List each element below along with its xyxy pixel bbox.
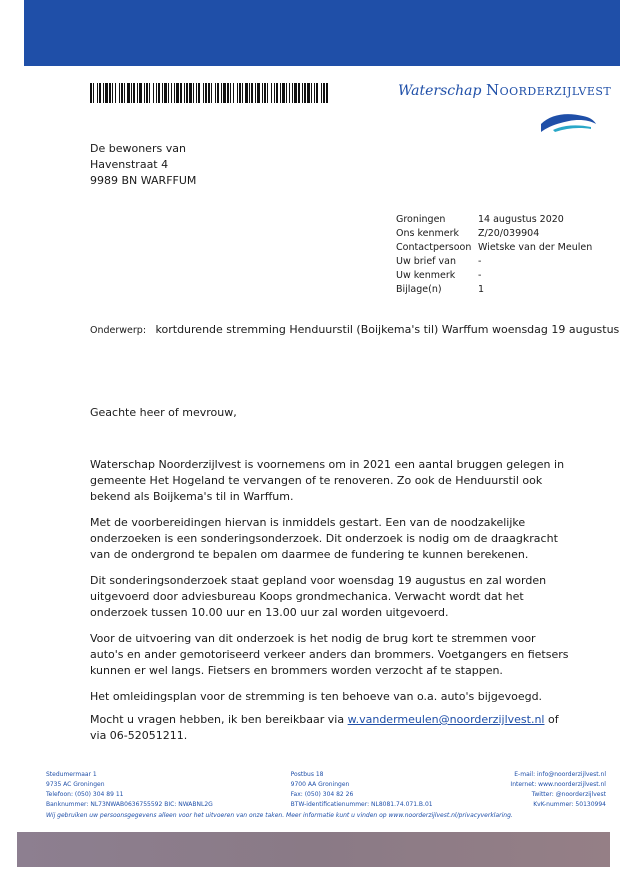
- barcode-bar: [205, 83, 207, 103]
- barcode-bar: [230, 83, 231, 103]
- barcode-bar: [215, 83, 216, 103]
- meta-value: -: [478, 270, 482, 281]
- barcode-bar: [109, 83, 111, 103]
- footer-line: Stedumermaar 1: [46, 771, 97, 778]
- barcode-bar: [119, 83, 120, 103]
- barcode-bar: [280, 83, 281, 103]
- barcode-bar: [139, 83, 142, 103]
- barcode-bar: [274, 83, 275, 103]
- footer-line: E-mail: info@noorderzijlvest.nl: [514, 771, 606, 778]
- meta-row-contactpersoon: [396, 241, 592, 255]
- barcode-bar: [221, 83, 222, 103]
- barcode-bar: [186, 83, 188, 103]
- body-paragraph: Met de voorbereidingen hiervan is inmiddels gestart. Een van de noodzakelijke onderzoeken is een sonderingsonderzoek. Dit onderzoek is nodig om de draagkracht van de ondergrond te bepalen om daarmee de fundering te kunnen berekenen.: [90, 516, 558, 561]
- footer-line: 9735 AC Groningen: [46, 781, 105, 788]
- body-paragraph: Het omleidingsplan voor de stremming is ten behoeve van o.a. auto's bijgevoegd.: [90, 690, 543, 703]
- meta-value: Z/20/039904: [478, 228, 540, 239]
- meta-label: Groningen: [396, 214, 446, 225]
- barcode-bar: [121, 83, 123, 103]
- barcode-bar: [193, 83, 194, 103]
- barcode-bar: [184, 83, 185, 103]
- barcode-bar: [93, 83, 94, 103]
- barcode-bar: [294, 83, 297, 103]
- body-paragraph: Dit sonderingsonderzoek staat gepland voor woensdag 19 augustus en zal worden uitgevoerd door adviesbureau Koops grondmechanica. Verwacht wordt dat het onderzoek tussen 10.00 uur en 13.00 uur zal worden uitgevoerd.: [90, 574, 547, 619]
- barcode-bar: [168, 83, 169, 103]
- barcode-bar: [282, 83, 285, 103]
- barcode-bar: [245, 83, 248, 103]
- meta-row-uw-brief: [396, 255, 592, 269]
- barcode-bar: [156, 83, 157, 103]
- barcode-bar: [144, 83, 145, 103]
- barcode-bar: [323, 83, 325, 103]
- barcode-bar: [103, 83, 104, 103]
- barcode-bar: [217, 83, 219, 103]
- contact-email-link[interactable]: w.vandermeulen@noorderzijlvest.nl: [347, 713, 545, 726]
- barcode-bar: [171, 83, 172, 103]
- meta-row-uw-kenmerk: [396, 269, 592, 283]
- barcode-bar: [298, 83, 300, 103]
- barcode-bar: [242, 83, 243, 103]
- barcode-bar: [255, 83, 256, 103]
- brand-name: [398, 81, 611, 99]
- header-color-band: [24, 0, 620, 66]
- footer-address-column: [46, 770, 213, 810]
- barcode-bar: [304, 83, 306, 103]
- barcode-bar: [196, 83, 197, 103]
- barcode-bar: [174, 83, 175, 103]
- recipient-line: Havenstraat 4: [90, 158, 169, 171]
- barcode-bar: [131, 83, 132, 103]
- barcode-bar: [223, 83, 226, 103]
- brand-prefix: Waterschap: [398, 83, 482, 99]
- barcode-bar: [208, 83, 210, 103]
- barcode-bar: [311, 83, 312, 103]
- barcode-bar: [286, 83, 287, 103]
- barcode-bar: [198, 83, 200, 103]
- barcode-bar: [239, 83, 241, 103]
- meta-row-place: [396, 213, 592, 227]
- barcode-bar: [289, 83, 290, 103]
- reference-block: [396, 213, 592, 297]
- meta-value: -: [478, 256, 482, 267]
- barcode-bar: [326, 83, 328, 103]
- closing-text-end: of via 06-52051211.: [90, 713, 559, 742]
- barcode-bar: [249, 83, 250, 103]
- barcode-bar: [153, 83, 154, 103]
- footer-line: KvK-nummer: 50130994: [533, 801, 606, 808]
- footer-line: Telefoon: (050) 304 89 11: [46, 791, 124, 798]
- meta-label: Ons kenmerk: [396, 228, 460, 239]
- barcode-bar: [233, 83, 234, 103]
- meta-value: 14 augustus 2020: [478, 214, 564, 225]
- barcode-bar: [99, 83, 101, 103]
- body-paragraph: Waterschap Noorderzijlvest is voornemens om in 2021 een aantal bruggen gelegen in gemeente Het Hogeland te vervangen of te renoveren. Zo ook de Henduurstil ook bekend als Boijkema's til in Warffum.: [90, 458, 565, 503]
- barcode-bar: [211, 83, 212, 103]
- barcode-bar: [146, 83, 148, 103]
- waterschap-logo-icon: [539, 110, 597, 134]
- barcode-bar: [302, 83, 303, 103]
- meta-value: Wietske van der Meulen: [478, 242, 593, 253]
- footer-color-band: [17, 832, 610, 867]
- recipient-line: De bewoners van: [90, 142, 186, 155]
- barcode-bar: [149, 83, 150, 103]
- barcode-bar: [203, 83, 204, 103]
- barcode-bar: [251, 83, 253, 103]
- barcode-bar: [90, 83, 92, 103]
- subject-label: Onderwerp:: [90, 325, 147, 336]
- meta-label: Uw kenmerk: [396, 270, 456, 281]
- barcode-bar: [189, 83, 192, 103]
- recipient-line: 9989 BN WARFFUM: [90, 174, 197, 187]
- meta-value: 1: [478, 284, 485, 295]
- meta-label: Contactpersoon: [396, 242, 472, 253]
- barcode-bar: [307, 83, 310, 103]
- barcode-bar: [124, 83, 125, 103]
- barcode-bar: [162, 83, 163, 103]
- meta-row-ons-kenmerk: [396, 227, 592, 241]
- barcode-bar: [137, 83, 138, 103]
- salutation: Geachte heer of mevrouw,: [90, 406, 237, 419]
- barcode-bar: [264, 83, 266, 103]
- footer-line: Fax: (050) 304 82 26: [290, 791, 354, 798]
- barcode-bar: [97, 83, 98, 103]
- barcode-bar: [257, 83, 260, 103]
- barcode-bar: [105, 83, 108, 103]
- meta-label: Bijlage(n): [396, 284, 442, 295]
- subject-text: kortdurende stremming Henduurstil (Boijkema's til) Warffum woensdag 19 augustus: [155, 323, 620, 336]
- closing-text: Mocht u vragen hebben, ik ben bereikbaar via: [90, 713, 348, 726]
- footer-line: Postbus 18: [290, 771, 324, 778]
- barcode: [90, 83, 328, 103]
- recipient-address: [90, 141, 196, 189]
- barcode-bar: [314, 83, 315, 103]
- barcode-bar: [176, 83, 179, 103]
- footer-postbus-column: [291, 770, 433, 810]
- barcode-bar: [127, 83, 130, 103]
- barcode-bar: [267, 83, 268, 103]
- footer-contact-column: [510, 770, 606, 810]
- footer-line: BTW-identificatienummer: NL8081.74.071.B.01: [290, 801, 433, 808]
- barcode-bar: [164, 83, 167, 103]
- body-paragraph: Voor de uitvoering van dit onderzoek is het nodig de brug kort te stremmen voor auto's en ander gemotoriseerd verkeer anders dan brommers. Voetgangers en fietsers kunnen er wel langs. Fietsers en brommers worden verzocht af te stappen.: [90, 632, 569, 677]
- footer-line: 9700 AA Groningen: [290, 781, 350, 788]
- meta-row-bijlage: [396, 283, 592, 297]
- barcode-bar: [158, 83, 160, 103]
- barcode-bar: [115, 83, 116, 103]
- footer-line: Internet: www.noorderzijlvest.nl: [510, 781, 606, 788]
- letter-body: [90, 457, 570, 715]
- barcode-bar: [276, 83, 278, 103]
- barcode-bar: [292, 83, 293, 103]
- barcode-bar: [180, 83, 182, 103]
- barcode-bar: [262, 83, 263, 103]
- barcode-bar: [321, 83, 322, 103]
- barcode-bar: [133, 83, 135, 103]
- closing-paragraph: [90, 712, 570, 744]
- footer-line: Banknummer: NL73NWAB0636755592 BIC: NWABNL2G: [46, 801, 213, 808]
- meta-label: Uw brief van: [396, 256, 456, 267]
- subject-line: [90, 323, 619, 336]
- barcode-bar: [112, 83, 113, 103]
- barcode-bar: [237, 83, 238, 103]
- footer-line: Twitter: @noorderzijlvest: [531, 791, 606, 798]
- barcode-bar: [316, 83, 318, 103]
- letter-footer: [46, 770, 606, 821]
- privacy-notice: Wij gebruiken uw persoonsgegevens alleen voor het uitvoeren van onze taken. Meer informatie kunt u vinden op www.noorderzijlvest.nl/privacyverklaring.: [46, 812, 513, 819]
- barcode-bar: [271, 83, 272, 103]
- barcode-bar: [227, 83, 229, 103]
- brand-suffix: Noorderzijlvest: [485, 81, 612, 99]
